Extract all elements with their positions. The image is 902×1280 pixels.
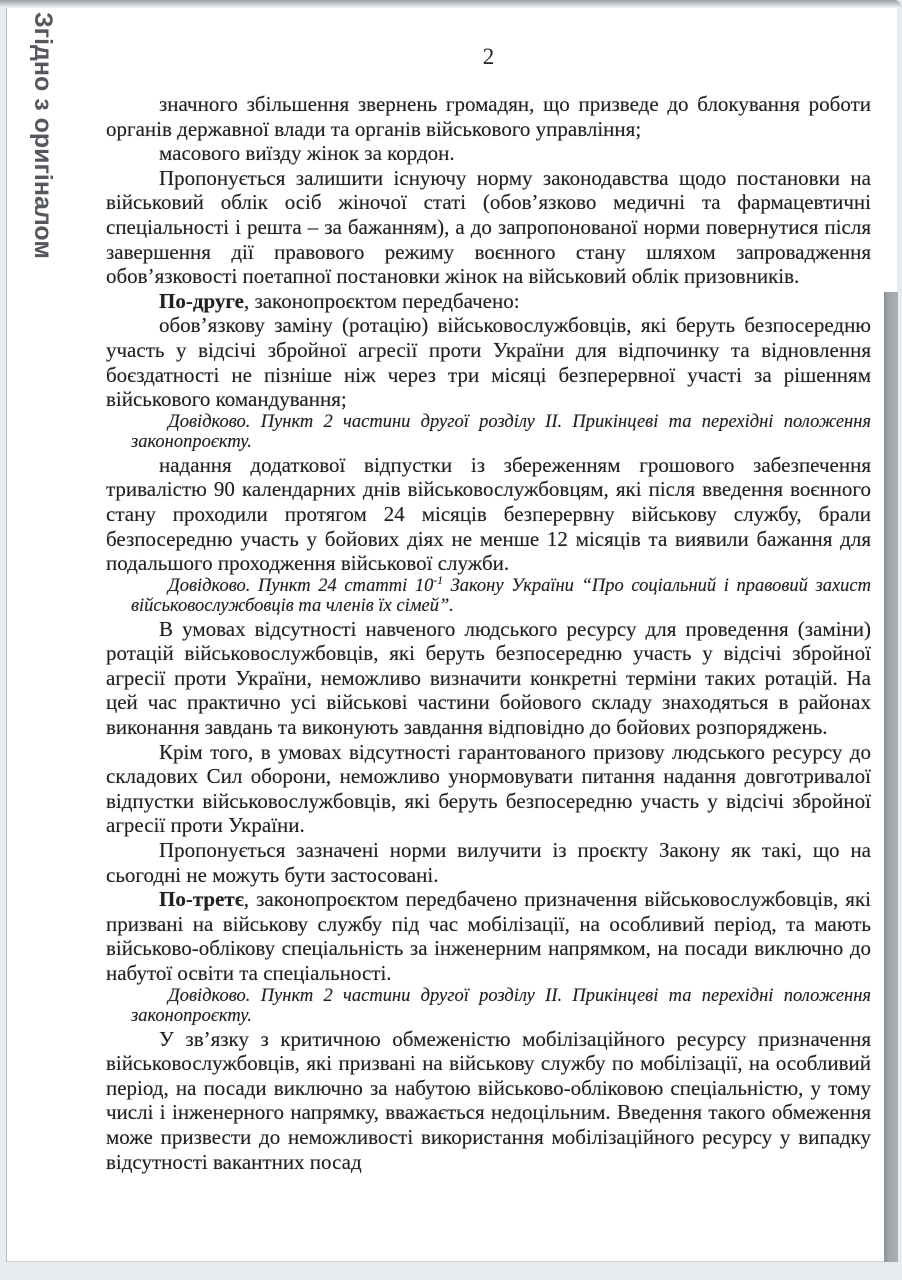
paragraph — [106, 838, 871, 887]
paragraph-text: Крім того, в умовах відсутності гарантованого призову людського ресурсу до складових Сил оборони, неможливо унормовувати питання надання довготривалої відпустки військовослужбовців, які беруть безпосередню участь у відсічі збройної агресії проти України. — [106, 739, 871, 838]
paragraph — [106, 313, 871, 411]
certification-stamp: Згідно з оригіналом — [29, 12, 57, 259]
scan-shadow-right — [884, 292, 898, 1262]
document-body — [106, 92, 871, 1174]
paragraph — [106, 887, 871, 985]
paragraph-lead-bold: По-друге — [159, 288, 244, 313]
paragraph — [106, 141, 871, 166]
paragraph-text: Пропонується зазначені норми вилучити із проєкту Закону як такі, що на сьогодні не можуть бути застосовані. — [106, 838, 871, 887]
paragraph-text: Пропонується залишити існуючу норму законодавства щодо постановки на військовий облік осіб жіночої статі (обов’язково медичні та фармацевтичні спеціальності і решта – за бажанням), а до запропонованої норми повернутися після завершення дії правового режиму воєнного стану шляхом запровадження обов’язковості поетапної постановки жінок на військовий облік призовників. — [106, 165, 871, 289]
paragraph-text: У зв’язку з критичною обмеженістю мобілізаційного ресурсу призначення військовослужбовців, які призвані на військову службу по мобілізації, на особливий період, на посади виключно за набутою військово-обліковою спеціальністю, у тому числі і інженерного напрямку, вважається недоцільним. Введення такого обмеження може призвести до неможливості використання мобілізаційного ресурсу у випадку відсутності вакантних посад — [106, 1026, 871, 1174]
scan-edge-top — [0, 0, 902, 8]
paragraph-text: Довідково. Пункт 2 частини другої розділу ІІ. Прикінцеві та перехідні положення законопроєкту. — [131, 985, 871, 1027]
paragraph-text: надання додаткової відпустки із збереженням грошового забезпечення тривалістю 90 календарних днів військовослужбовцям, які після введення воєнного стану проходили протягом 24 місяців безперервну військову службу, брали безпосередню участь у бойових діях не менше 12 місяців та виявили бажання для подальшого проходження військової служби. — [106, 452, 871, 576]
paragraph-text: , законопроєктом передбачено: — [243, 288, 520, 313]
superscript: -1 — [433, 574, 443, 587]
page-number: 2 — [482, 44, 495, 69]
document-page — [6, 0, 897, 1262]
paragraph-text: Довідково. Пункт 24 статті 10 — [168, 575, 434, 596]
paragraph-text: Довідково. Пункт 2 частини другої розділу ІІ. Прикінцеві та перехідні положення законопроєкту. — [131, 411, 871, 453]
paragraph-lead-bold: По-третє — [159, 887, 244, 912]
paragraph — [106, 166, 871, 289]
paragraph — [106, 92, 871, 141]
page-content — [106, 44, 871, 1174]
reference-note — [131, 412, 871, 453]
paragraph-text: значного збільшення звернень громадян, що призведе до блокування роботи органів державної влади та органів військового управління; — [106, 92, 871, 141]
paragraph-text: масового виїзду жінок за кордон. — [159, 141, 455, 166]
paragraph — [106, 289, 871, 314]
paragraph — [106, 1027, 871, 1175]
paragraph — [106, 453, 871, 576]
reference-note — [131, 576, 871, 617]
paragraph-text: , законопроєктом передбачено призначення військовослужбовців, які призвані на військову службу під час мобілізації, на особливий період, та мають військово-облікову спеціальність за інженерним напрямком, на посади виключно до набутої освіти та спеціальності. — [106, 887, 871, 985]
reference-note — [131, 986, 871, 1027]
paragraph-text: Закону України “Про соціальний і правовий захист військовослужбовців та членів їх сімей”. — [131, 575, 871, 617]
paragraph-text: В умовах відсутності навченого людського ресурсу для проведення (заміни) ротацій військовослужбовців, які беруть безпосередню участь у відсічі збройної агресії проти України, неможливо визначити конкретні терміни таких ротацій. На цей час практично усі військові частини бойового складу знаходяться в районах виконання завдань та виконують завдання відповідно до бойових розпоряджень. — [106, 616, 871, 740]
paragraph-text: обов’язкову заміну (ротацію) військовослужбовців, які беруть безпосередню участь у відсічі збройної агресії проти України для відпочинку та відновлення боєздатності не пізніше ніж через три місяці безперервної участі за рішенням військового командування; — [106, 313, 871, 412]
paragraph — [106, 740, 871, 838]
paragraph — [106, 617, 871, 740]
